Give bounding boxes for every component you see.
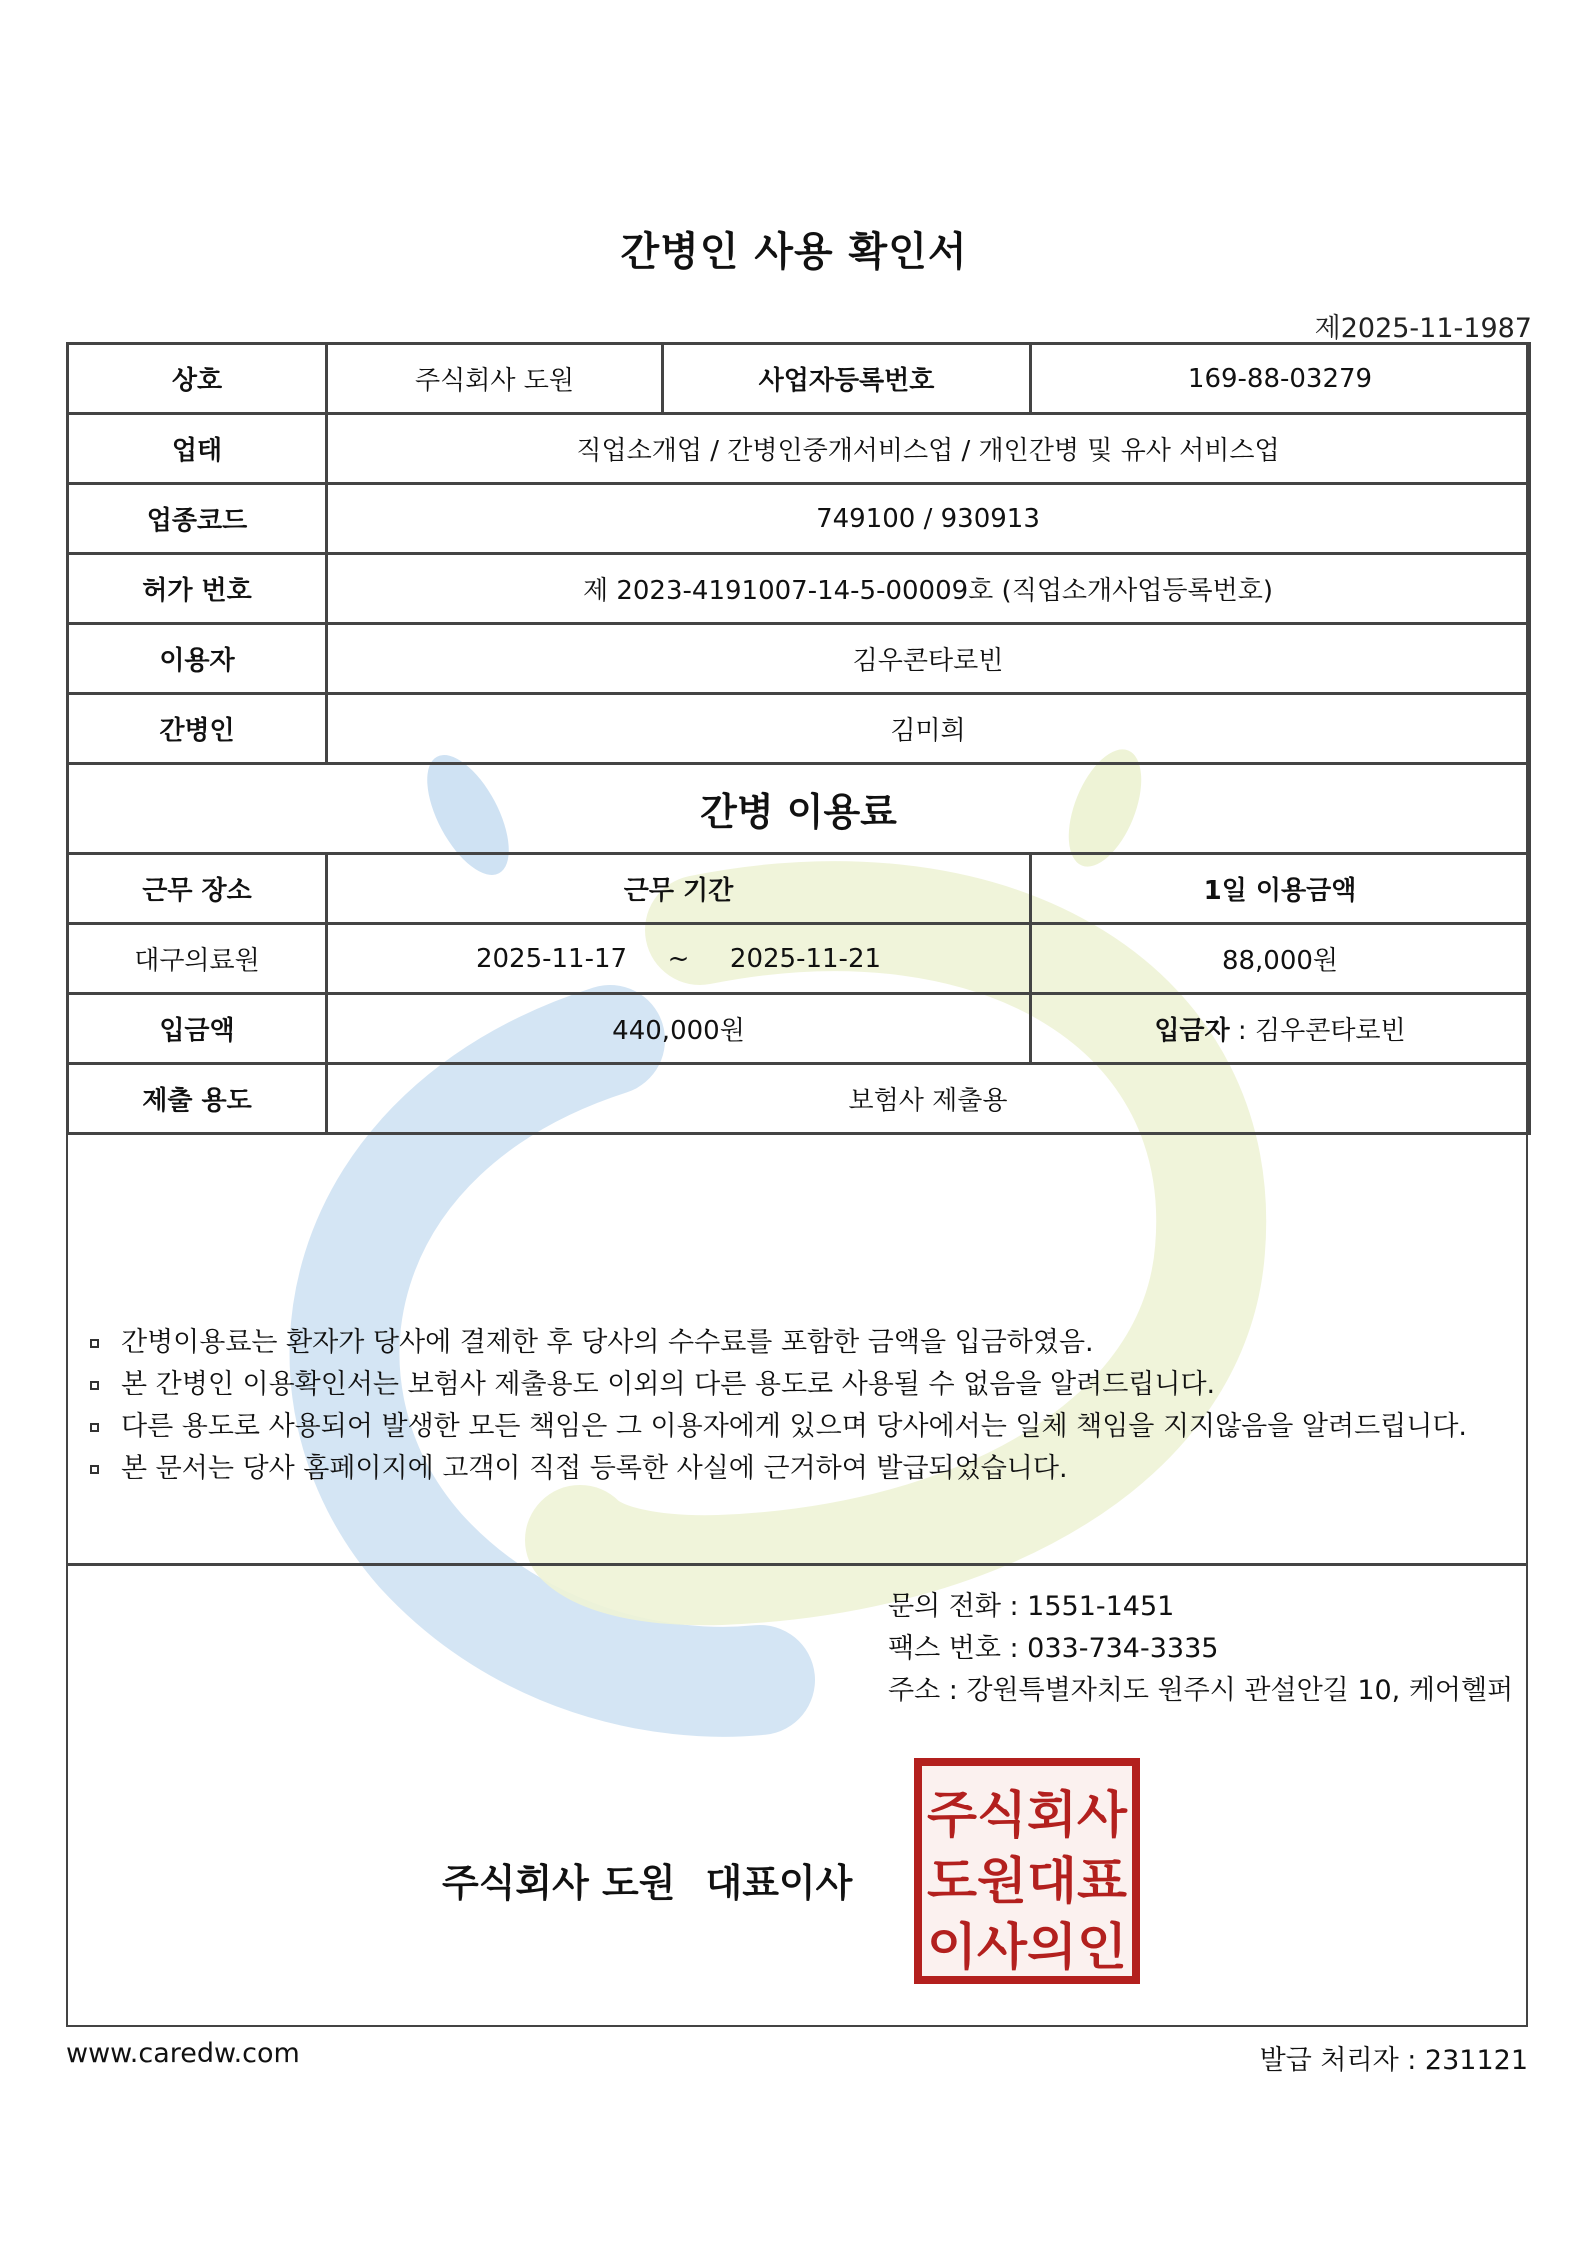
notice-item	[90, 1406, 1510, 1448]
deposit-label: 입금액	[68, 994, 327, 1064]
document-number: 제2025-11-1987	[1314, 313, 1532, 344]
row-purpose	[68, 1064, 1530, 1134]
signature-role: 대표이사	[705, 1861, 853, 1905]
seal-row: 도원대표	[927, 1852, 1128, 1910]
period-label: 근무 기간	[327, 854, 1031, 924]
depositor-value: 김우콘타로빈	[1254, 1016, 1406, 1046]
period-start: 2025-11-17	[475, 943, 628, 974]
contact-phone: 문의 전화 : 1551-1451	[888, 1591, 1175, 1622]
depositor-cell	[1031, 994, 1530, 1064]
depositor-label: 입금자	[1154, 1016, 1230, 1046]
code-label: 업종코드	[68, 484, 327, 554]
row-license	[68, 554, 1530, 624]
depositor-separator: :	[1229, 1016, 1255, 1046]
notice-item	[90, 1448, 1510, 1490]
notice-text: 본 문서는 당사 홈페이지에 고객이 직접 등록한 사실에 근거하여 발급되었습니다.	[121, 1453, 1068, 1484]
period-value	[327, 924, 1031, 994]
company-seal-stamp	[914, 1758, 1140, 1984]
company-value: 주식회사 도원	[327, 344, 663, 414]
square-bullet-icon	[90, 1465, 99, 1474]
bizno-label: 사업자등록번호	[663, 344, 1031, 414]
license-value: 제 2023-4191007-14-5-00009호 (직업소개사업등록번호)	[327, 554, 1530, 624]
row-deposit	[68, 994, 1530, 1064]
notice-item	[90, 1322, 1510, 1364]
notice-list	[90, 1322, 1510, 1490]
purpose-label: 제출 용도	[68, 1064, 327, 1134]
notice-text: 간병이용료는 환자가 당사에 결제한 후 당사의 수수료를 포함한 금액을 입금하였음.	[121, 1327, 1094, 1358]
row-fee-section	[68, 764, 1530, 854]
contact-address: 주소 : 강원특별자치도 원주시 관설안길 10, 케어헬퍼	[888, 1675, 1514, 1706]
user-label: 이용자	[68, 624, 327, 694]
row-code	[68, 484, 1530, 554]
caregiver-label: 간병인	[68, 694, 327, 764]
square-bullet-icon	[90, 1423, 99, 1432]
website-link[interactable]: www.caredw.com	[66, 2038, 300, 2069]
daily-value: 88,000원	[1031, 924, 1530, 994]
bizno-value: 169-88-03279	[1031, 344, 1530, 414]
biztype-label: 업태	[68, 414, 327, 484]
issuer-info: 발급 처리자 : 231121	[1259, 2045, 1528, 2076]
row-company	[68, 344, 1530, 414]
fee-section-title: 간병 이용료	[68, 764, 1530, 854]
document-title: 간병인 사용 확인서	[620, 229, 968, 275]
code-value: 749100 / 930913	[327, 484, 1530, 554]
purpose-value: 보험사 제출용	[327, 1064, 1530, 1134]
license-label: 허가 번호	[68, 554, 327, 624]
period-end: 2025-11-21	[729, 943, 882, 974]
row-biztype	[68, 414, 1530, 484]
company-label: 상호	[68, 344, 327, 414]
divider	[66, 1563, 1528, 1566]
place-value: 대구의료원	[68, 924, 327, 994]
contact-info	[888, 1586, 1513, 1712]
notice-item	[90, 1364, 1510, 1406]
row-fee-headers	[68, 854, 1530, 924]
biztype-value: 직업소개업 / 간병인중개서비스업 / 개인간병 및 유사 서비스업	[327, 414, 1530, 484]
square-bullet-icon	[90, 1339, 99, 1348]
seal-row: 이사의인	[927, 1918, 1127, 1976]
place-label: 근무 장소	[68, 854, 327, 924]
contact-fax: 팩스 번호 : 033-734-3335	[888, 1633, 1219, 1664]
seal-row: 주식회사	[927, 1786, 1128, 1844]
daily-label: 1일 이용금액	[1031, 854, 1530, 924]
notice-text: 본 간병인 이용확인서는 보험사 제출용도 이외의 다른 용도로 사용될 수 없음을 알려드립니다.	[121, 1369, 1216, 1400]
deposit-value: 440,000원	[327, 994, 1031, 1064]
square-bullet-icon	[90, 1381, 99, 1390]
row-caregiver	[68, 694, 1530, 764]
row-user	[68, 624, 1530, 694]
period-separator: ~	[667, 943, 690, 974]
caregiver-value: 김미희	[327, 694, 1530, 764]
info-table	[66, 342, 1531, 1135]
notice-text: 다른 용도로 사용되어 발생한 모든 책임은 그 이용자에게 있으며 당사에서는 일체 책임을 지지않음을 알려드립니다.	[121, 1411, 1468, 1442]
user-value: 김우콘타로빈	[327, 624, 1530, 694]
signature-company: 주식회사 도원	[442, 1861, 676, 1905]
signature-line	[442, 1852, 852, 1907]
row-fee-values	[68, 924, 1530, 994]
